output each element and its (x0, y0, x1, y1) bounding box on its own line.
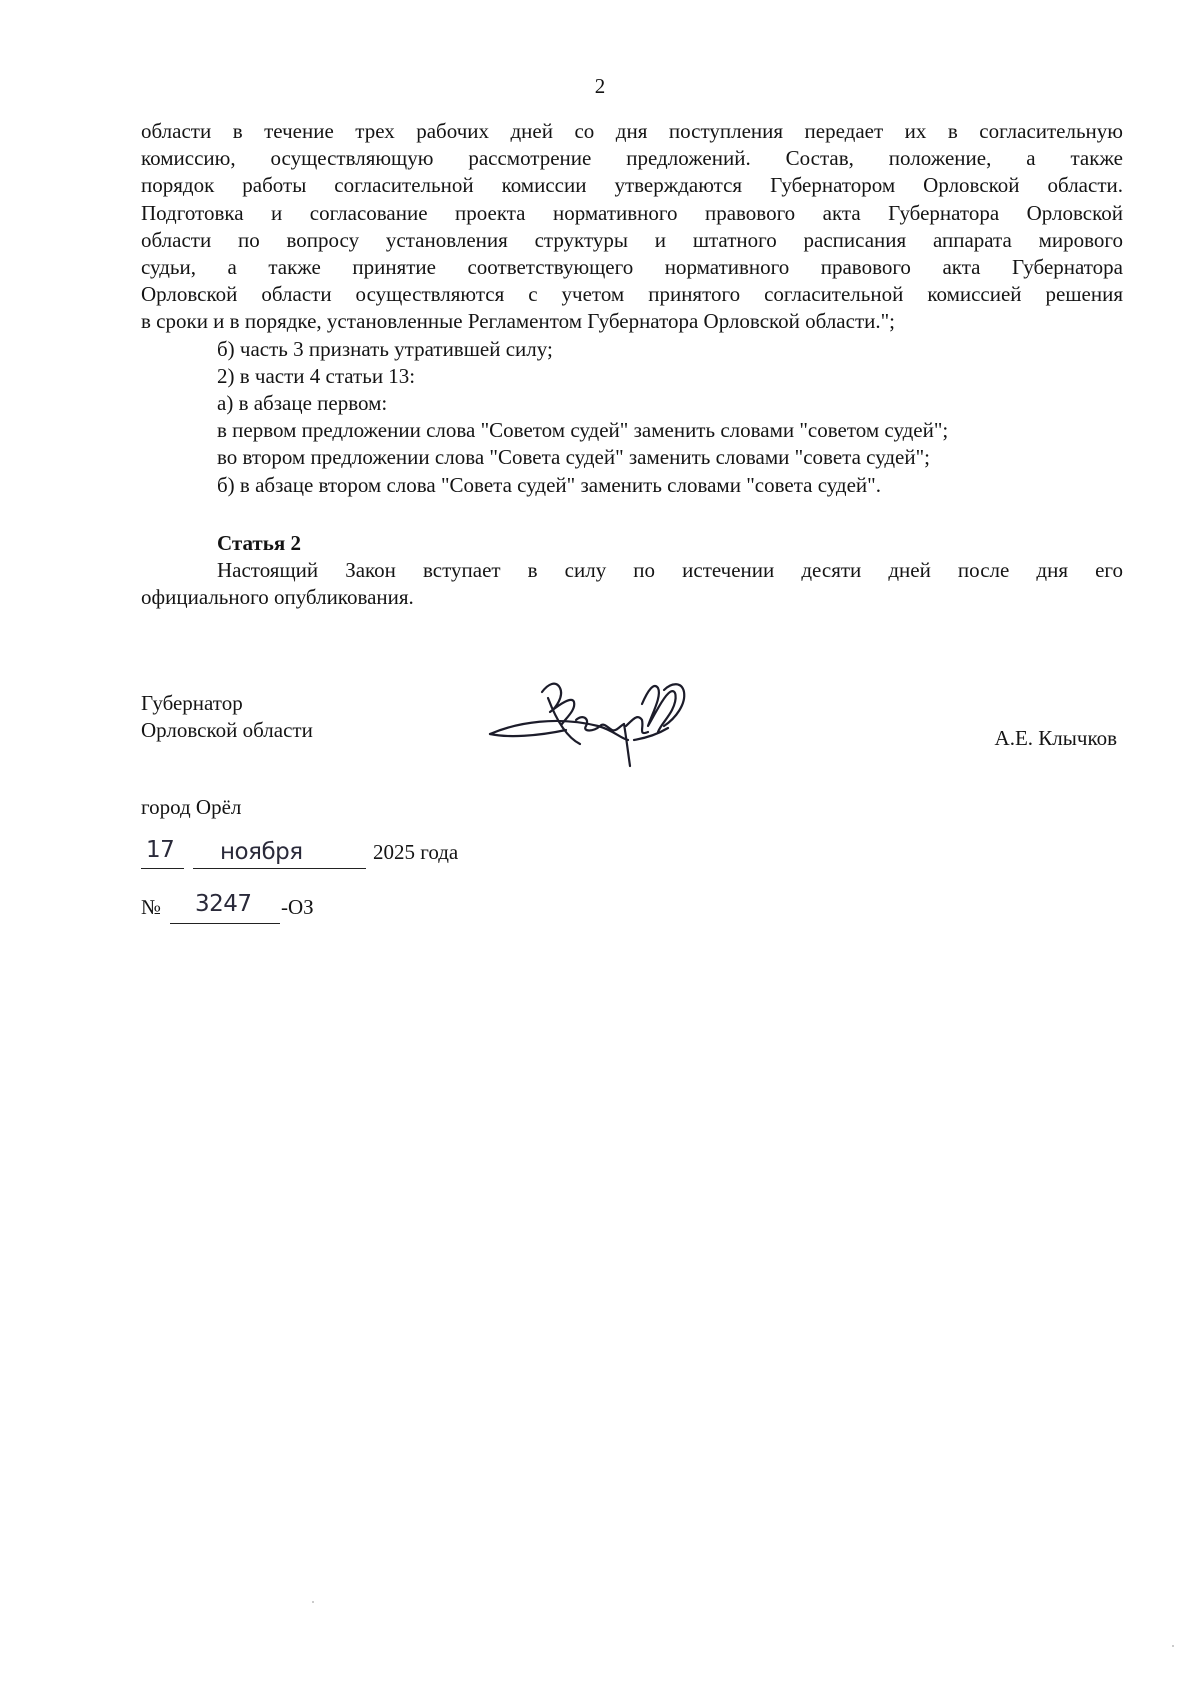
scan-speck (1172, 1645, 1174, 1647)
date-year: 2025 года (373, 840, 459, 864)
amendment-item: б) часть 3 признать утратившей силу; (217, 336, 553, 361)
text-line: Подготовка и согласование проекта нормативного правового акта Губернатора Орловской (141, 200, 1123, 225)
continuation-paragraph (141, 118, 1123, 499)
number-suffix: -ОЗ (281, 895, 314, 919)
page-number: 2 (594, 74, 606, 98)
article-text: Настоящий Закон вступает в силу по истечении десяти дней после дня его (217, 558, 1123, 583)
law-number (141, 891, 541, 927)
handwritten-signature (488, 674, 698, 774)
article-2 (141, 530, 1123, 612)
signer-position-line: Губернатор (141, 691, 243, 715)
text-line: в сроки и в порядке, установленные Регламентом Губернатора Орловской области."; (141, 309, 896, 334)
text-line: судьи, а также принятие соответствующего нормативного правового акта Губернатора (141, 255, 1123, 280)
text-line: Орловской области осуществляются с учетом принятого согласительной комиссией решения (141, 282, 1123, 307)
article-text: официального опубликования. (141, 585, 414, 610)
article-title: Статья 2 (217, 531, 301, 555)
amendment-item: б) в абзаце втором слова "Совета судей" заменить словами "совета судей". (217, 472, 881, 497)
signer-position (141, 690, 313, 744)
amendment-item: 2) в части 4 статьи 13: (217, 363, 416, 388)
amendment-item: во втором предложении слова "Совета судей" заменить словами "совета судей"; (217, 445, 931, 470)
text-line: области по вопросу установления структуры и штатного расписания аппарата мирового (141, 227, 1123, 252)
text-line: комиссию, осуществляющую рассмотрение предложений. Состав, положение, а также (141, 146, 1123, 171)
text-line: области в течение трех рабочих дней со дня поступления передает их в согласительную (141, 119, 1123, 143)
signing-date (141, 837, 541, 872)
number-sign: № (141, 895, 162, 919)
amendment-item: а) в абзаце первом: (217, 391, 388, 416)
text-line: порядок работы согласительной комиссии утверждаются Губернатором Орловской области. (141, 173, 1123, 198)
number-value: 3247 (195, 891, 252, 917)
signer-position-line: Орловской области (141, 718, 313, 742)
date-day: 17 (146, 837, 175, 863)
scan-speck (312, 1601, 314, 1603)
date-month: ноября (220, 839, 303, 865)
amendment-item: в первом предложении слова "Советом судей" заменить словами "советом судей"; (217, 418, 949, 443)
signer-name: А.Е. Клычков (994, 726, 1117, 750)
place-of-signing: город Орёл (141, 795, 242, 819)
